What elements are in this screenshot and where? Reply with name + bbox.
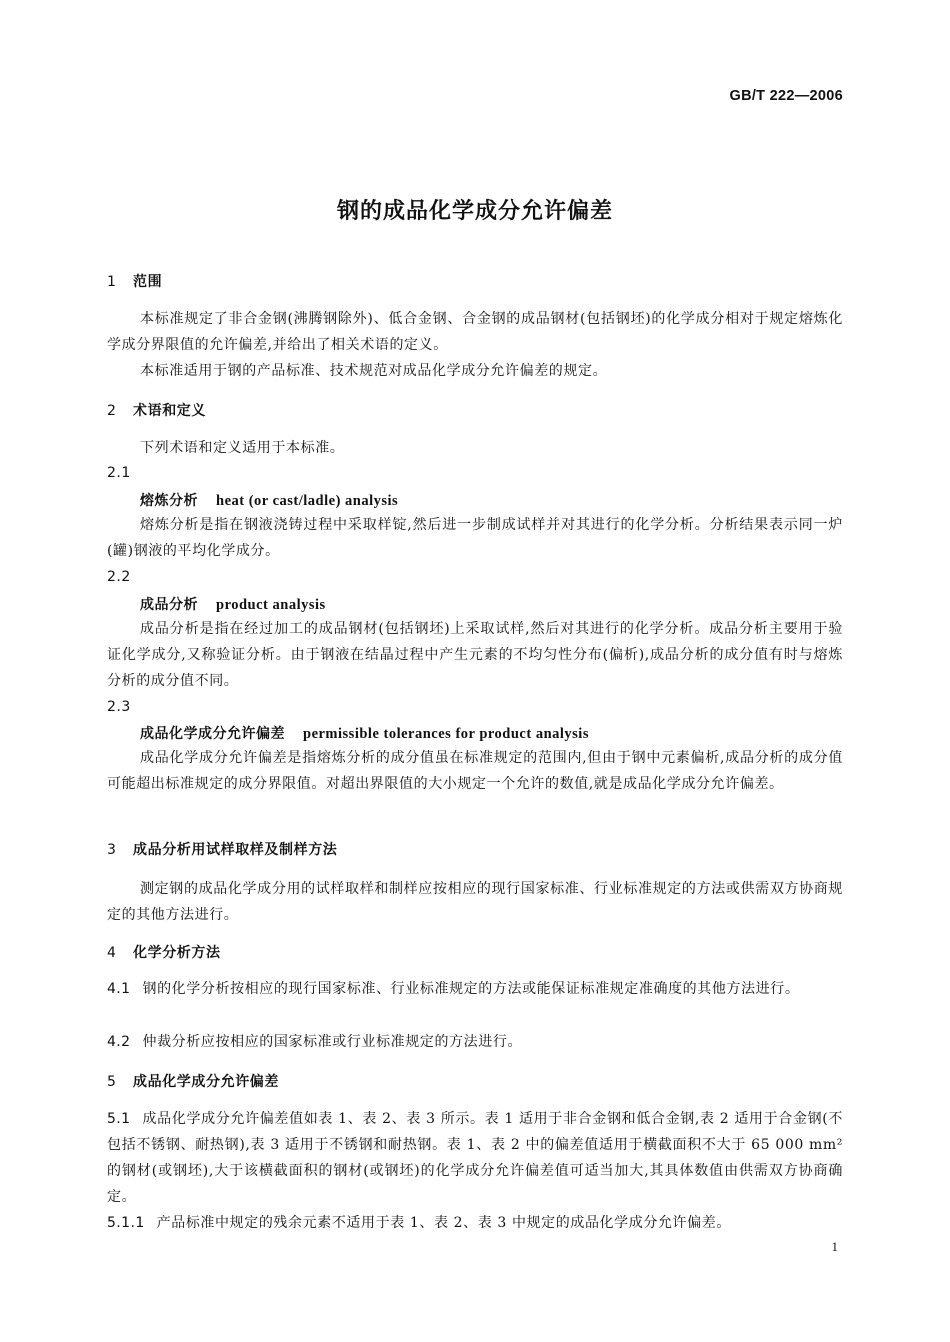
section-title: 成品化学成分允许偏差 xyxy=(133,1074,279,1090)
clause-number: 5.1.1 xyxy=(107,1215,145,1231)
section-2-intro: 下列术语和定义适用于本标准。 xyxy=(140,440,345,456)
section-number: 1 xyxy=(107,274,117,290)
section-title: 化学分析方法 xyxy=(133,945,221,961)
term-2-1 xyxy=(140,490,398,510)
section-number: 4 xyxy=(107,945,117,961)
term-zh: 熔炼分析 xyxy=(140,493,198,509)
section-1-heading xyxy=(107,271,162,291)
term-zh: 成品分析 xyxy=(140,597,198,613)
clause-4-2 xyxy=(107,1029,843,1055)
term-en: permissible tolerances for product analysis xyxy=(303,726,589,742)
clause-text: 产品标准中规定的残余元素不适用于表 1、表 2、表 3 中规定的成品化学成分允许偏差。 xyxy=(156,1215,731,1231)
clause-5-1-1 xyxy=(107,1210,843,1236)
clause-number: 4.2 xyxy=(107,1034,131,1050)
section-title: 术语和定义 xyxy=(133,403,206,419)
term-2-3-definition: 成品化学成分允许偏差是指熔炼分析的成分值虽在标准规定的范围内,但由于钢中元素偏析,成品分析的成分值可能超出标准规定的成分界限值。对超出界限值的大小规定一个允许的数值,就是成品化学成分允许偏差。 xyxy=(107,750,843,792)
term-2-2-number: 2.2 xyxy=(107,569,131,585)
clause-5-1 xyxy=(107,1106,843,1210)
section-title: 成品分析用试样取样及制样方法 xyxy=(133,842,338,858)
standard-number: GB/T 222—2006 xyxy=(729,88,843,104)
section-3-heading xyxy=(107,839,337,859)
page-number: 1 xyxy=(831,1239,838,1254)
section-5-heading xyxy=(107,1071,279,1091)
term-2-2-definition: 成品分析是指在经过加工的成品钢材(包括钢坯)上采取试样,然后对其进行的化学分析。成品分析主要用于验证化学成分,又称验证分析。由于钢液在结晶过程中产生元素的不均匀性分布(偏析),成品分析的成分值有时与熔炼分析的成分值不同。 xyxy=(107,621,843,689)
term-en: product analysis xyxy=(216,597,326,613)
section-2-heading xyxy=(107,400,206,420)
term-2-3 xyxy=(140,723,589,743)
section-1-paragraph-1: 本标准规定了非合金钢(沸腾钢除外)、低合金钢、合金钢的成品钢材(包括钢坯)的化学成分相对于规定熔炼化学成分界限值的允许偏差,并给出了相关术语的定义。 xyxy=(107,311,843,353)
section-1-paragraph-2: 本标准适用于钢的产品标准、技术规范对成品化学成分允许偏差的规定。 xyxy=(140,363,608,379)
section-4-heading xyxy=(107,942,221,962)
clause-text: 钢的化学分析按相应的现行国家标准、行业标准规定的方法或能保证标准规定准确度的其他方法进行。 xyxy=(142,981,800,997)
term-en: heat (or cast/ladle) analysis xyxy=(216,493,399,509)
document-title: 钢的成品化学成分允许偏差 xyxy=(336,199,613,224)
section-number: 5 xyxy=(107,1074,117,1090)
term-zh: 成品化学成分允许偏差 xyxy=(140,726,285,742)
term-2-3-number: 2.3 xyxy=(107,699,131,715)
term-2-1-number: 2.1 xyxy=(107,465,131,481)
clause-number: 4.1 xyxy=(107,981,131,997)
section-title: 范围 xyxy=(133,274,163,290)
term-2-2 xyxy=(140,594,326,614)
clause-text: 仲裁分析应按相应的国家标准或行业标准规定的方法进行。 xyxy=(142,1034,523,1050)
term-2-1-definition: 熔炼分析是指在钢液浇铸过程中采取样锭,然后进一步制成试样并对其进行的化学分析。分析结果表示同一炉(罐)钢液的平均化学成分。 xyxy=(107,517,843,559)
section-number: 2 xyxy=(107,403,117,419)
section-number: 3 xyxy=(107,842,117,858)
clause-number: 5.1 xyxy=(107,1111,131,1127)
clause-text: 成品化学成分允许偏差值如表 1、表 2、表 3 所示。表 1 适用于非合金钢和低合金钢,表 2 适用于合金钢(不包括不锈钢、耐热钢),表 3 适用于不锈钢和耐热钢。表 1、表 2 中的偏差值适用于横截面积不大于 65 000 mm² 的钢材(或钢坯),大于该横截面积的钢材(或钢坯)的化学成分允许偏差值可适当加大,其具体数值由供需双方协商确定。 xyxy=(107,1111,843,1205)
clause-4-1 xyxy=(107,976,843,1002)
section-3-paragraph: 测定钢的成品化学成分用的试样取样和制样应按相应的现行国家标准、行业标准规定的方法或供需双方协商规定的其他方法进行。 xyxy=(107,881,843,923)
